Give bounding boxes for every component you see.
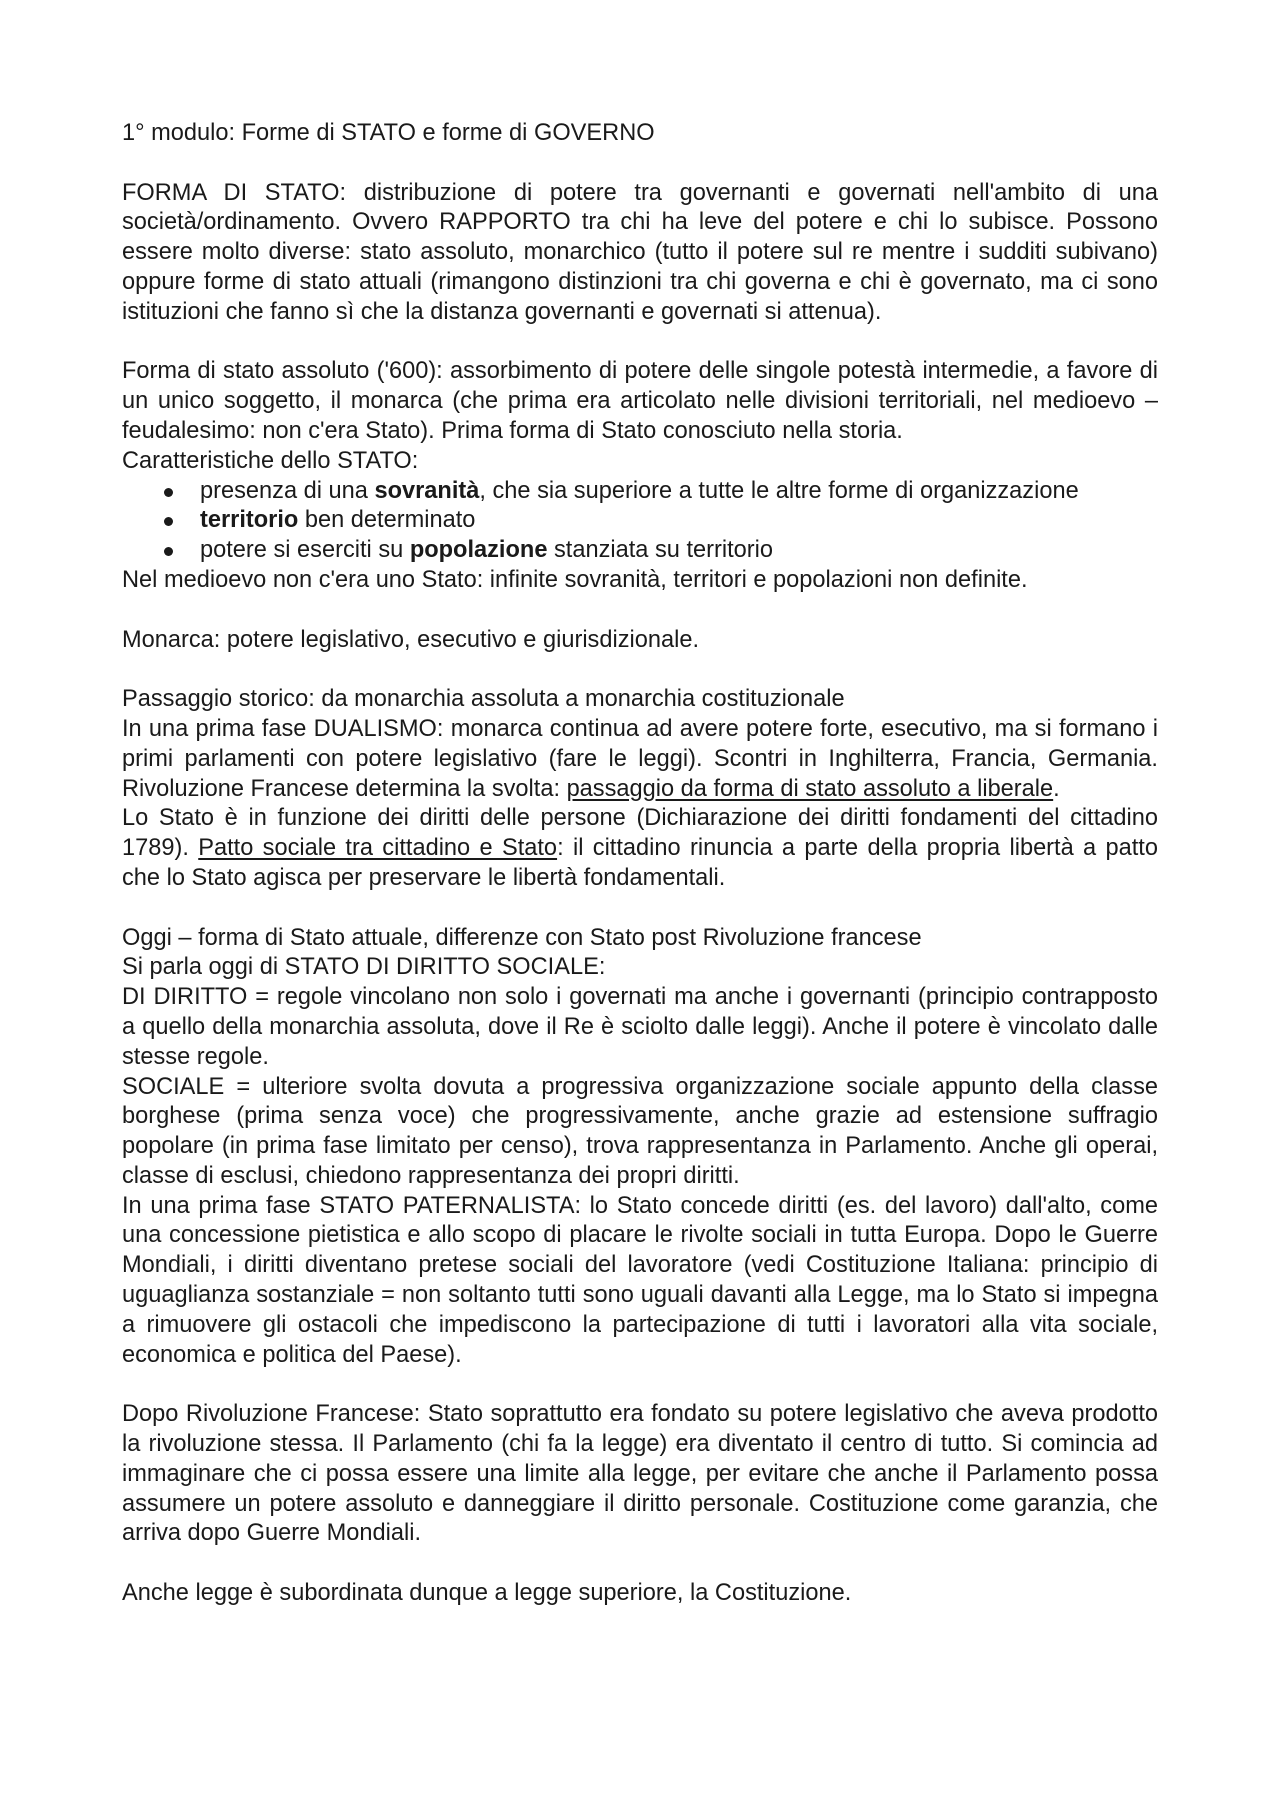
- paragraph-dualismo: [122, 715, 1158, 804]
- dualismo-text: In una prima fase DUALISMO: monarca continua ad avere potere forte, esecutivo, ma si formano i primi parlamenti con potere legislativo (fare le leggi). Scontri in Inghilterra, Francia, Germania. Rivoluzione Francese determina la svolta:: [122, 715, 1158, 802]
- paragraph-forma-di-stato: FORMA DI STATO: distribuzione di potere tra governanti e governati nell'ambito di una società/ordinamento. Ovvero RAPPORTO tra chi ha leve del potere e chi lo subisce. Possono essere molto diverse: stato assoluto, monarchico (tutto il potere sul re mentre i sudditi subivano) oppure forme di stato attuali (rimangono distinzioni tra chi governa e chi è governato, ma ci sono istituzioni che fanno sì che la distanza governanti e governati si attenua).: [122, 179, 1158, 325]
- oggi-heading: Oggi – forma di Stato attuale, differenze con Stato post Rivoluzione francese: [122, 924, 922, 951]
- dualismo-end: .: [1053, 775, 1060, 802]
- bullet-text: , che sia superiore a tutte le altre forme di organizzazione: [479, 477, 1079, 504]
- list-item: [164, 506, 1158, 536]
- paragraph-monarca: Monarca: potere legislativo, esecutivo e giurisdizionale.: [122, 626, 700, 653]
- bullet-text: potere si eserciti su: [200, 537, 410, 564]
- bullet-icon: [164, 517, 173, 526]
- list-item: [164, 477, 1158, 507]
- paragraph-medioevo: Nel medioevo non c'era uno Stato: infinite sovranità, territori e popolazioni non definite.: [122, 566, 1028, 593]
- bullet-bold-term: popolazione: [409, 537, 548, 564]
- bullet-icon: [164, 488, 173, 497]
- underlined-passaggio: passaggio da forma di stato assoluto a liberale: [566, 775, 1054, 802]
- paragraph-patto-sociale: [122, 804, 1158, 893]
- paragraph-sociale: SOCIALE = ulteriore svolta dovuta a progressiva organizzazione sociale appunto della classe borghese (prima senza voce) che progressivamente, anche grazie ad estensione suffragio popolare (in prima fase limitato per censo), trova rappresentanza in Parlamento. Anche gli operai, classe di esclusi, chiedono rappresentanza dei propri diritti.: [122, 1073, 1158, 1189]
- caratteristiche-heading: Caratteristiche dello STATO:: [122, 447, 419, 474]
- passaggio-heading: Passaggio storico: da monarchia assoluta a monarchia costituzionale: [122, 686, 845, 713]
- section-stato-assoluto: [122, 357, 1158, 595]
- bullet-text: presenza di una: [200, 477, 375, 504]
- oggi-subheading: Si parla oggi di STATO DI DIRITTO SOCIALE:: [122, 954, 606, 981]
- paragraph-costituzione: Anche legge è subordinata dunque a legge superiore, la Costituzione.: [122, 1580, 852, 1607]
- bullet-bold-term: territorio: [200, 507, 299, 534]
- paragraph-stato-assoluto: Forma di stato assoluto ('600): assorbimento di potere delle singole potestà intermedie, a favore di un unico soggetto, il monarca (che prima era articolato nelle divisioni territoriali, nel medioevo – feudalesimo: non c'era Stato). Prima forma di Stato conosciuto nella storia.: [122, 358, 1158, 444]
- bullet-icon: [164, 547, 173, 556]
- document-page: [122, 119, 1158, 1639]
- bullet-bold-term: sovranità: [374, 477, 480, 504]
- patto-end: : il cittadino rinuncia a parte della propria libertà a patto che lo Stato agisca per preservare le libertà fondamentali.: [122, 835, 1158, 891]
- bullet-text: ben determinato: [298, 507, 476, 534]
- section-oggi: [122, 924, 1158, 1371]
- caratteristiche-list: [122, 477, 1158, 566]
- underlined-patto-sociale: Patto sociale tra cittadino e Stato: [198, 835, 558, 862]
- patto-text: Lo Stato è in funzione dei diritti delle persone (Dichiarazione dei diritti fondamenti del cittadino 1789).: [122, 805, 1158, 862]
- document-title: 1° modulo: Forme di STATO e forme di GOVERNO: [122, 120, 655, 146]
- list-item: [164, 536, 1158, 566]
- paragraph-di-diritto: DI DIRITTO = regole vincolano non solo i governati ma anche i governanti (principio contrapposto a quello della monarchia assoluta, dove il Re è sciolto dalle leggi). Anche il potere è vincolato dalle stesse regole.: [122, 984, 1158, 1070]
- paragraph-paternalista: In una prima fase STATO PATERNALISTA: lo Stato concede diritti (es. del lavoro) dall'alto, come una concessione pietistica e allo scopo di placare le rivolte sociali in tutta Europa. Dopo le Guerre Mondiali, i diritti diventano pretese sociali del lavoratore (vedi Costituzione Italiana: principio di uguaglianza sostanziale = non soltanto tutti sono uguali davanti alla Legge, ma lo Stato si impegna a rimuovere gli ostacoli che impediscono la partecipazione di tutti i lavoratori alla vita sociale, economica e politica del Paese).: [122, 1192, 1158, 1368]
- section-passaggio-storico: [122, 685, 1158, 894]
- bullet-text: stanziata su territorio: [547, 537, 773, 564]
- paragraph-dopo-rivoluzione: Dopo Rivoluzione Francese: Stato soprattutto era fondato su potere legislativo che aveva prodotto la rivoluzione stessa. Il Parlamento (chi fa la legge) era diventato il centro di tutto. Si comincia ad immaginare che ci possa essere una limite alla legge, per evitare che anche il Parlamento possa assumere un potere assoluto e danneggiare il diritto personale. Costituzione come garanzia, che arriva dopo Guerre Mondiali.: [122, 1401, 1158, 1547]
